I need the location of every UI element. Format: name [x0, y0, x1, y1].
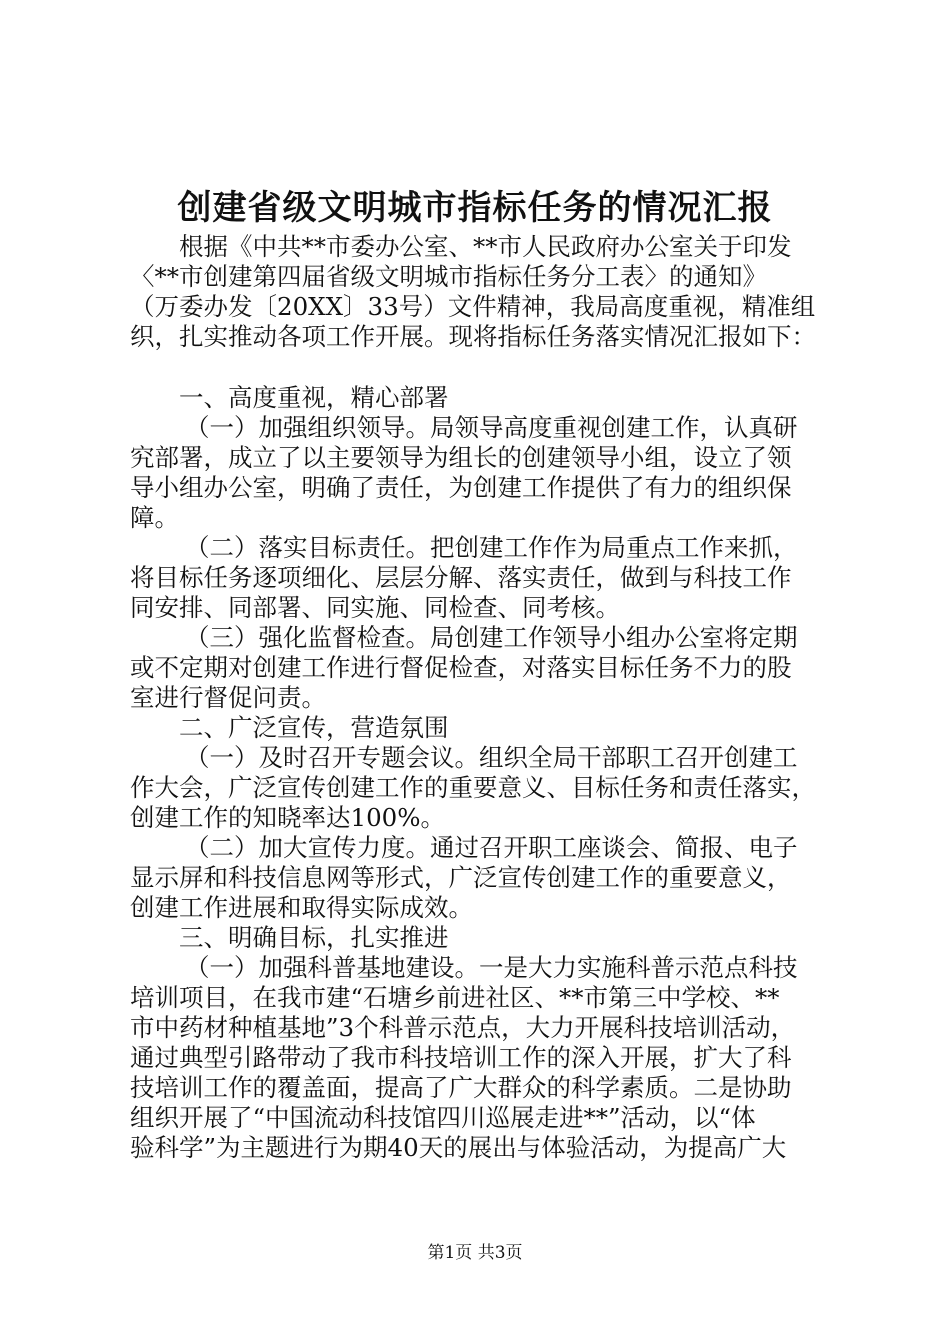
- paragraph-line: 障。: [130, 503, 179, 532]
- document-title: 创建省级文明城市指标任务的情况汇报: [177, 188, 773, 228]
- section-paragraph: [130, 533, 830, 623]
- document-body: [130, 232, 830, 1163]
- paragraph-line: （三）强化监督检查。局创建工作领导小组办公室将定期: [185, 623, 798, 652]
- paragraph-line: （二）落实目标责任。把创建工作作为局重点工作来抓，: [185, 533, 798, 562]
- paragraph-line: 创建工作的知晓率达100%。: [130, 803, 446, 832]
- intro-line: 织，扎实推动各项工作开展。现将指标任务落实情况汇报如下：: [130, 322, 816, 351]
- intro-paragraph-cont: [130, 262, 830, 352]
- intro-line: （万委办发〔20XX〕33号）文件精神，我局高度重视，精准组: [130, 292, 816, 321]
- intro-line: 〈**市创建第四届省级文明城市指标任务分工表〉的通知》: [130, 262, 767, 291]
- paragraph-line: 创建工作进展和取得实际成效。: [130, 893, 473, 922]
- paragraph-line: 室进行督促问责。: [130, 683, 326, 712]
- paragraph-line: （二）加大宣传力度。通过召开职工座谈会、简报、电子: [185, 833, 798, 862]
- section-paragraph: [130, 833, 830, 923]
- intro-paragraph: [130, 232, 830, 262]
- paragraph-line: 通过典型引路带动了我市科技培训工作的深入开展，扩大了科: [130, 1043, 792, 1072]
- paragraph-line: 或不定期对创建工作进行督促检查，对落实目标任务不力的股: [130, 653, 792, 682]
- paragraph-line: 作大会，广泛宣传创建工作的重要意义、目标任务和责任落实，: [130, 773, 816, 802]
- paragraph-line: 培训项目，在我市建“石塘乡前进社区、**市第三中学校、**: [130, 983, 780, 1012]
- section-paragraph: [130, 413, 830, 533]
- paragraph-line: （一）加强组织领导。局领导高度重视创建工作，认真研: [185, 413, 798, 442]
- paragraph-line: 市中药材种植基地”3个科普示范点，大力开展科技培训活动，: [130, 1013, 796, 1042]
- section-paragraph: [130, 623, 830, 713]
- intro-line: 根据《中共**市委办公室、**市人民政府办公室关于印发: [179, 232, 792, 261]
- paragraph-line: 导小组办公室，明确了责任，为创建工作提供了有力的组织保: [130, 473, 792, 502]
- paragraph-line: 技培训工作的覆盖面，提高了广大群众的科学素质。二是协助: [130, 1073, 792, 1102]
- section-paragraph: [130, 953, 830, 1163]
- section-paragraph: [130, 743, 830, 833]
- paragraph-line: 组织开展了“中国流动科技馆四川巡展走进**”活动，以“体: [130, 1103, 756, 1132]
- section-heading: 一、高度重视，精心部署: [179, 383, 449, 412]
- paragraph-line: 显示屏和科技信息网等形式，广泛宣传创建工作的重要意义，: [130, 863, 792, 892]
- section-heading: 二、广泛宣传，营造氛围: [179, 713, 449, 742]
- paragraph-line: （一）加强科普基地建设。一是大力实施科普示范点科技: [185, 953, 798, 982]
- paragraph-line: 同安排、同部署、同实施、同检查、同考核。: [130, 593, 620, 622]
- paragraph-line: 将目标任务逐项细化、层层分解、落实责任，做到与科技工作: [130, 563, 792, 592]
- page-footer: 第1页 共3页: [427, 1243, 523, 1263]
- paragraph-line: 究部署，成立了以主要领导为组长的创建领导小组，设立了领: [130, 443, 792, 472]
- paragraph-line: （一）及时召开专题会议。组织全局干部职工召开创建工: [185, 743, 798, 772]
- section-heading: 三、明确目标，扎实推进: [179, 923, 449, 952]
- paragraph-line: 验科学”为主题进行为期40天的展出与体验活动，为提高广大: [130, 1133, 787, 1162]
